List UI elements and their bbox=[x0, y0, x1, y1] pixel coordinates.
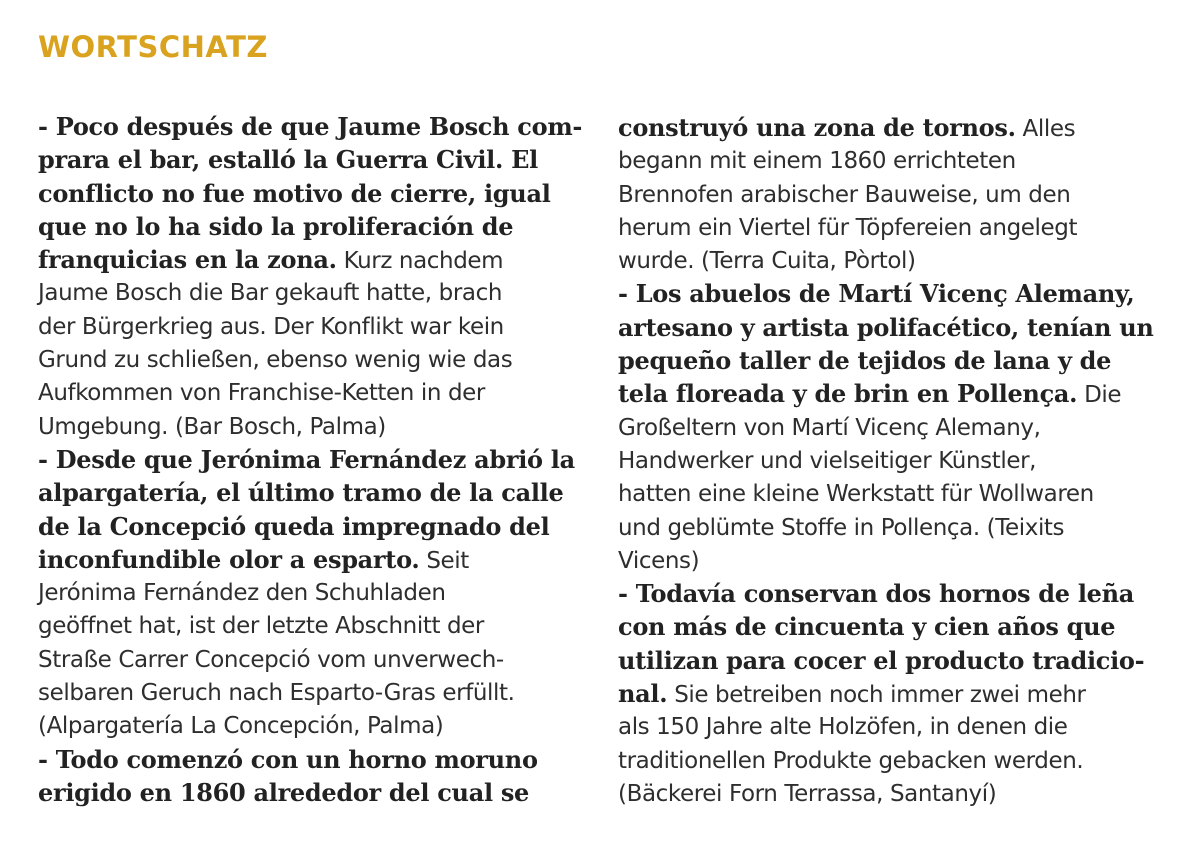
text-line bbox=[38, 410, 588, 443]
spanish-text: pequeño taller de tejidos de lana y de bbox=[618, 346, 1112, 376]
german-text: hatten eine kleine Werkstatt für Wollwaren bbox=[618, 481, 1094, 508]
text-line bbox=[38, 609, 588, 642]
german-text: Die bbox=[1077, 382, 1122, 409]
text-line bbox=[618, 677, 1178, 710]
text-line bbox=[618, 244, 1178, 277]
text-line bbox=[618, 377, 1178, 410]
german-text: Straße Carrer Concepció vom unverwech- bbox=[38, 646, 504, 673]
text-line bbox=[38, 143, 588, 176]
german-text: selbaren Geruch nach Esparto-Gras erfüllt. bbox=[38, 680, 515, 707]
text-line bbox=[618, 544, 1178, 577]
spanish-text: de la Concepció queda impregnado del bbox=[38, 511, 550, 541]
spanish-text: que no lo ha sido la proliferación de bbox=[38, 211, 514, 241]
text-line bbox=[38, 576, 588, 609]
text-line bbox=[618, 710, 1178, 743]
text-line bbox=[38, 210, 588, 243]
text-line bbox=[618, 111, 1178, 144]
german-text: Seit bbox=[419, 547, 469, 574]
german-text: Jerónima Fernández den Schuhladen bbox=[38, 580, 446, 607]
spanish-text: inconfundible olor a esparto. bbox=[38, 544, 420, 574]
text-line bbox=[38, 443, 588, 476]
text-line bbox=[618, 144, 1178, 177]
german-text: der Bürgerkrieg aus. Der Konflikt war kein bbox=[38, 313, 504, 340]
german-text: (Bäckerei Forn Terrassa, Santanyí) bbox=[618, 780, 997, 807]
spanish-text: - Los abuelos de Martí Vicenç Alemany, bbox=[618, 279, 1135, 309]
german-text: Aufkommen von Franchise-Ketten in der bbox=[38, 380, 485, 407]
spanish-text: tela floreada y de brin en Pollença. bbox=[618, 379, 1078, 409]
german-text: begann mit einem 1860 errichteten bbox=[618, 148, 1016, 175]
text-line bbox=[38, 643, 588, 676]
text-line bbox=[38, 510, 588, 543]
text-line bbox=[618, 610, 1178, 643]
text-line bbox=[618, 311, 1178, 344]
german-text: (Alpargatería La Concepción, Palma) bbox=[38, 713, 444, 740]
german-text: traditionellen Produkte gebacken werden. bbox=[618, 747, 1084, 774]
spanish-text: franquicias en la zona. bbox=[38, 245, 337, 275]
german-text: Alles bbox=[1015, 116, 1076, 142]
spanish-text: nal. bbox=[618, 679, 668, 709]
text-line bbox=[618, 511, 1178, 544]
text-line bbox=[38, 310, 588, 343]
spanish-text: alpargatería, el último tramo de la calle bbox=[38, 478, 564, 508]
german-text: Umgebung. (Bar Bosch, Palma) bbox=[38, 413, 386, 440]
spanish-text: - Poco después de que Jaume Bosch com- bbox=[38, 112, 583, 141]
text-line bbox=[38, 243, 588, 276]
german-text: Großeltern von Martí Vicenç Alemany, bbox=[618, 414, 1041, 441]
german-text: Grund zu schließen, ebenso wenig wie das bbox=[38, 347, 513, 374]
right-column bbox=[618, 111, 1178, 810]
spanish-text: conflicto no fue motivo de cierre, igual bbox=[38, 178, 551, 208]
german-text: und geblümte Stoffe in Pollença. (Teixits bbox=[618, 514, 1065, 541]
german-text: Kurz nachdem bbox=[336, 248, 504, 275]
german-text: Brennofen arabischer Bauweise, um den bbox=[618, 181, 1071, 208]
german-text: als 150 Jahre alte Holzöfen, in denen die bbox=[618, 714, 1068, 741]
section-heading: WORTSCHATZ bbox=[38, 30, 268, 64]
german-text: Vicens) bbox=[618, 547, 700, 574]
text-line bbox=[38, 776, 588, 809]
text-line bbox=[618, 644, 1178, 677]
text-line bbox=[618, 744, 1178, 777]
text-line bbox=[618, 444, 1178, 477]
text-line bbox=[38, 110, 588, 143]
spanish-text: con más de cincuenta y cien años que bbox=[618, 612, 1116, 642]
text-line bbox=[38, 343, 588, 376]
german-text: herum ein Viertel für Töpfereien angelegt bbox=[618, 214, 1078, 241]
text-line bbox=[618, 344, 1178, 377]
german-text: wurde. (Terra Cuita, Pòrtol) bbox=[618, 248, 916, 275]
spanish-text: artesano y artista polifacético, tenían un bbox=[618, 312, 1154, 342]
spanish-text: construyó una zona de tornos. bbox=[618, 113, 1016, 142]
spanish-text: prara el bar, estalló la Guerra Civil. El bbox=[38, 145, 538, 175]
german-text: Sie betreiben noch immer zwei mehr bbox=[667, 682, 1086, 709]
spanish-text: utilizan para cocer el producto tradicio- bbox=[618, 645, 1145, 675]
spanish-text: - Todo comenzó con un horno moruno bbox=[38, 744, 538, 774]
text-line bbox=[618, 277, 1178, 310]
text-line bbox=[38, 709, 588, 742]
text-line bbox=[618, 211, 1178, 244]
spanish-text: erigido en 1860 alrededor del cual se bbox=[38, 777, 530, 807]
text-line bbox=[618, 178, 1178, 211]
spanish-text: - Todavía conservan dos hornos de leña bbox=[618, 579, 1135, 609]
text-line bbox=[38, 543, 588, 576]
text-line bbox=[38, 743, 588, 776]
text-line bbox=[618, 411, 1178, 444]
german-text: geöffnet hat, ist der letzte Abschnitt der bbox=[38, 613, 484, 640]
text-line bbox=[618, 577, 1178, 610]
spanish-text: - Desde que Jerónima Fernández abrió la bbox=[38, 444, 575, 474]
text-line bbox=[618, 477, 1178, 510]
german-text: Jaume Bosch die Bar gekauft hatte, brach bbox=[38, 280, 502, 307]
text-line bbox=[38, 276, 588, 309]
left-column bbox=[38, 110, 588, 809]
text-line bbox=[38, 476, 588, 509]
text-line bbox=[38, 376, 588, 409]
german-text: Handwerker und vielseitiger Künstler, bbox=[618, 447, 1037, 474]
text-line bbox=[618, 777, 1178, 810]
text-line bbox=[38, 676, 588, 709]
text-line bbox=[38, 177, 588, 210]
